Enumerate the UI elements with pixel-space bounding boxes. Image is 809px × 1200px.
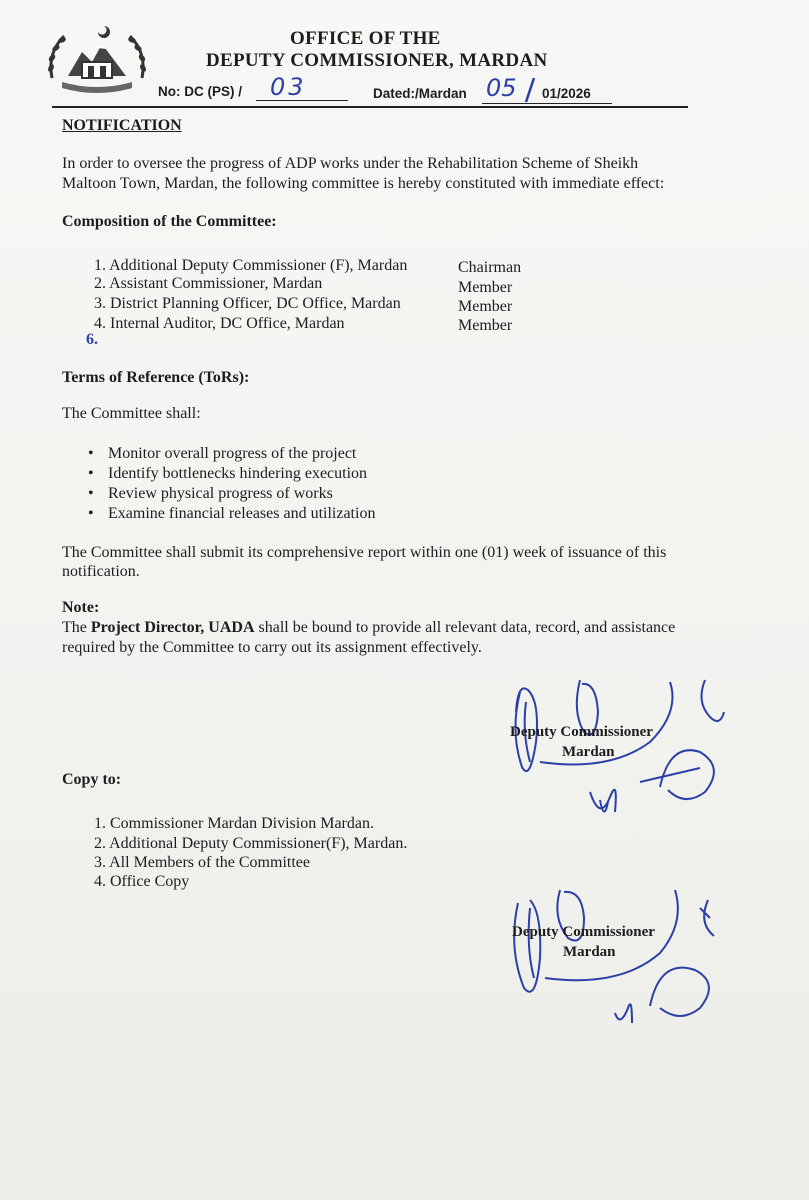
signature-scribble-1: [500, 672, 730, 822]
composition-heading: Composition of the Committee:: [62, 213, 277, 230]
intro-line-2: Maltoon Town, Mardan, the following committee is hereby constituted with immediate effect:: [62, 175, 665, 192]
report-line-1: The Committee shall submit its comprehensive report within one (01) week of issuance of this: [62, 544, 667, 561]
tor-item-2: • Identify bottlenecks hindering execution: [88, 465, 368, 482]
tor-item-3: • Review physical progress of works: [88, 485, 333, 502]
tor-item-4: • Examine financial releases and utilization: [88, 505, 376, 522]
dated-label: Dated:/Mardan: [373, 86, 467, 101]
report-line-2: notification.: [62, 563, 140, 580]
copy-to-item-2: 2. Additional Deputy Commissioner(F), Mardan.: [94, 835, 408, 852]
office-title-line2: DEPUTY COMMISSIONER, MARDAN: [206, 50, 548, 71]
member-role-1: Chairman: [458, 259, 522, 276]
note-line-1: The Project Director, UADA shall be bound to provide all relevant data, record, and assistance: [62, 619, 676, 636]
member-role-3: Member: [458, 298, 513, 315]
date-slash-mark: [520, 76, 540, 104]
signature-1-place: Mardan: [562, 744, 615, 760]
dated-month-year: 01/2026: [542, 86, 591, 101]
member-item-4: 4. Internal Auditor, DC Office, Mardan: [94, 315, 345, 332]
intro-line-1: In order to oversee the progress of ADP works under the Rehabilitation Scheme of Sheikh: [62, 155, 639, 172]
copy-to-heading: Copy to:: [62, 771, 122, 788]
member-item-2: 2. Assistant Commissioner, Mardan: [94, 275, 323, 292]
government-emblem-logo: [42, 18, 152, 106]
member-item-1: 1. Additional Deputy Commissioner (F), Mardan: [94, 257, 408, 274]
header-divider: [52, 106, 688, 108]
copy-to-item-1: 1. Commissioner Mardan Division Mardan.: [94, 815, 374, 832]
date-underline: [482, 103, 612, 104]
dated-day-handwritten: 05: [486, 74, 517, 102]
signature-2-title: Deputy Commissioner: [512, 924, 655, 940]
signature-2-place: Mardan: [563, 944, 616, 960]
note-heading: Note:: [62, 599, 100, 616]
notification-heading: NOTIFICATION: [62, 117, 182, 134]
member-role-4: Member: [458, 317, 513, 334]
copy-to-item-3: 3. All Members of the Committee: [94, 854, 310, 871]
tors-lead: The Committee shall:: [62, 405, 201, 422]
office-title-line1: OFFICE OF THE: [290, 28, 441, 49]
reference-number-handwritten: 03: [270, 73, 307, 101]
tor-item-1: • Monitor overall progress of the project: [88, 445, 357, 462]
reference-number-underline: [256, 100, 348, 101]
member-item-3: 3. District Planning Officer, DC Office, Mardan: [94, 295, 401, 312]
note-line-2: required by the Committee to carry out its assignment effectively.: [62, 639, 482, 656]
reference-label: No: DC (PS) /: [158, 84, 242, 99]
member-role-2: Member: [458, 279, 513, 296]
handwritten-item-number: 6.: [86, 331, 98, 348]
tors-heading: Terms of Reference (ToRs):: [62, 369, 250, 386]
signature-1-title: Deputy Commissioner: [510, 724, 653, 740]
copy-to-item-4: 4. Office Copy: [94, 873, 190, 890]
